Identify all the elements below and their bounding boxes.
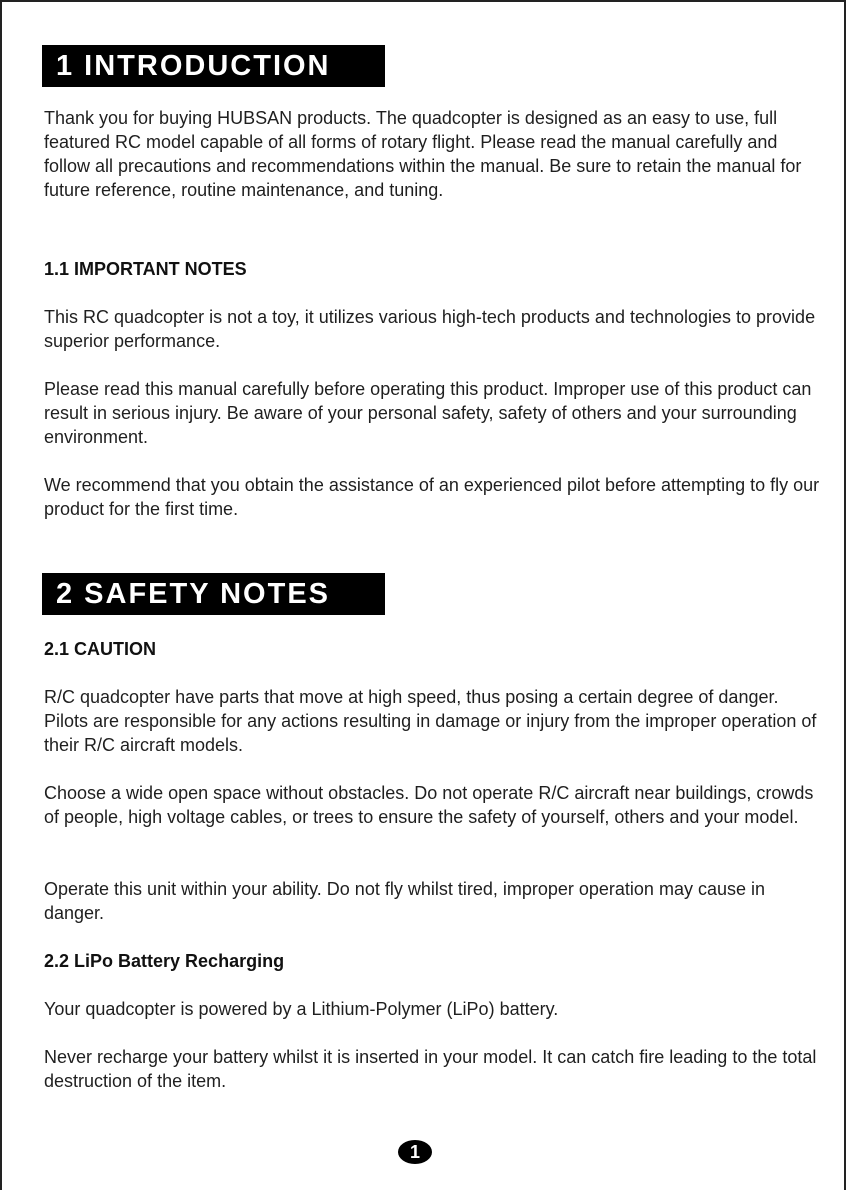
page-number-badge: 1 — [398, 1140, 432, 1164]
caution-paragraph-1: R/C quadcopter have parts that move at high speed, thus posing a certain degree of danger. Pilots are responsible for any actions resulting in damage or injury from the improper operation of their R/C aircraft models. — [44, 687, 817, 755]
lipo-paragraph-1: Your quadcopter is powered by a Lithium-Polymer (LiPo) battery. — [44, 999, 559, 1019]
section-header-safety-notes: 2 SAFETY NOTES — [42, 573, 385, 615]
caution-paragraph-3: Operate this unit within your ability. Do not fly whilst tired, improper operation may cause in danger. — [44, 879, 765, 923]
subheading-caution: 2.1 CAUTION — [44, 639, 157, 659]
lipo-paragraph-2: Never recharge your battery whilst it is inserted in your model. It can catch fire leading to the total destruction of the item. — [44, 1047, 817, 1091]
important-notes-paragraph-2: Please read this manual carefully before operating this product. Improper use of this product can result in serious injury. Be aware of your personal safety, safety of others and your surrounding environment. — [44, 379, 812, 447]
subheading-lipo-battery: 2.2 LiPo Battery Recharging — [44, 951, 285, 971]
intro-paragraph: Thank you for buying HUBSAN products. The quadcopter is designed as an easy to use, full featured RC model capable of all forms of rotary flight. Please read the manual carefully and follow all precautions and recommendations within the manual. Be sure to retain the manual for future reference, routine maintenance, and tuning. — [44, 108, 802, 200]
important-notes-paragraph-3: We recommend that you obtain the assistance of an experienced pilot before attempting to fly our product for the first time. — [44, 475, 820, 519]
subheading-important-notes: 1.1 IMPORTANT NOTES — [44, 259, 247, 279]
important-notes-paragraph-1: This RC quadcopter is not a toy, it utilizes various high-tech products and technologies to provide superior performance. — [44, 307, 816, 351]
caution-paragraph-2: Choose a wide open space without obstacles. Do not operate R/C aircraft near buildings, crowds of people, high voltage cables, or trees to ensure the safety of yourself, others and your model. — [44, 783, 814, 827]
section-header-introduction: 1 INTRODUCTION — [42, 45, 385, 87]
